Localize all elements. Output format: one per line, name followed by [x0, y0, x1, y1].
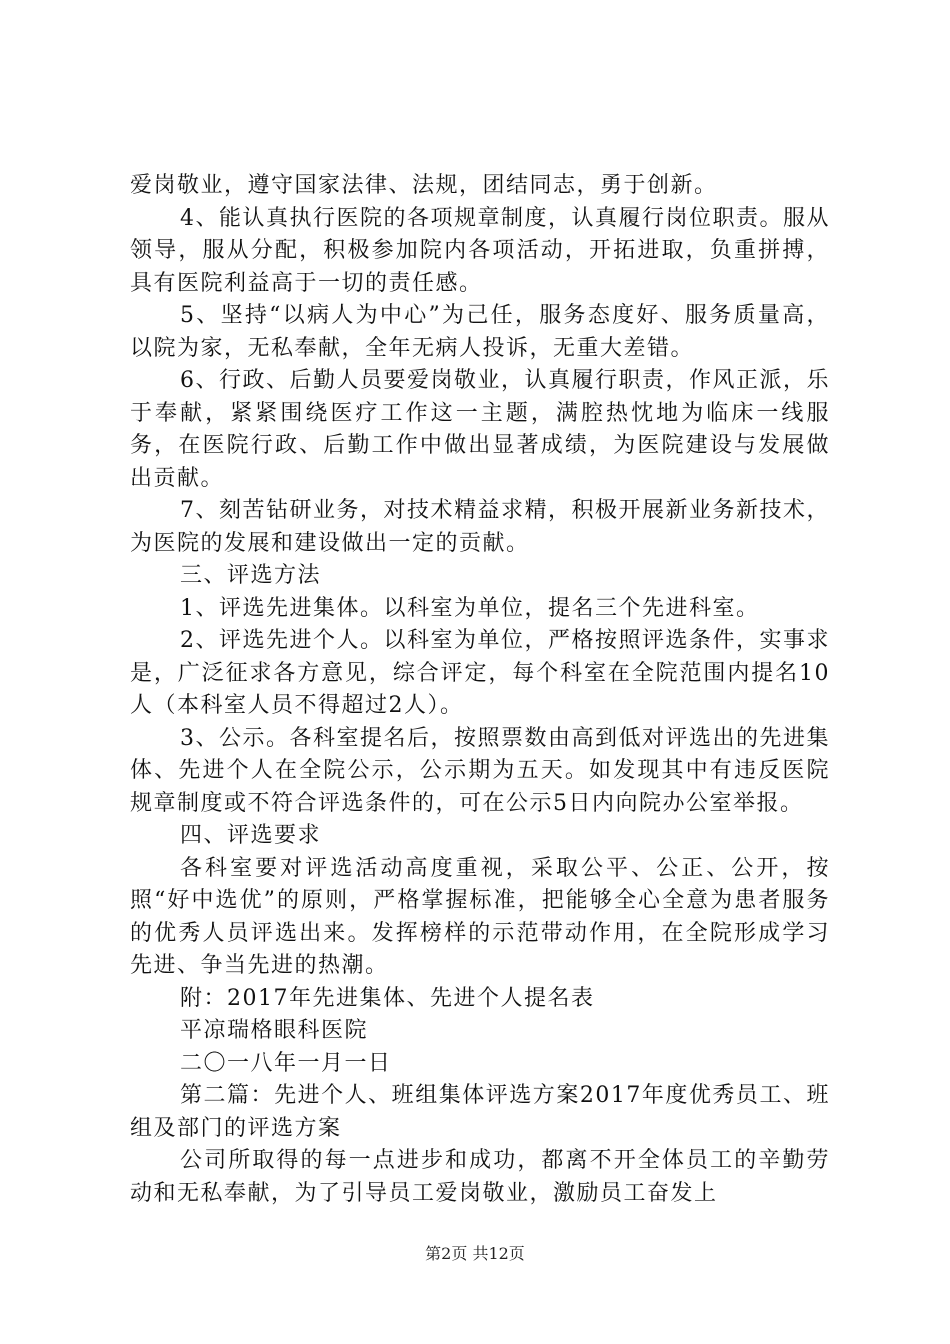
paragraph: 各科室要对评选活动高度重视，采取公平、公正、公开，按照“好中选优”的原则，严格掌握标准，把能够全心全意为患者服务的优秀人员评选出来。发挥榜样的示范带动作用，在全院形成学习先进、争当先进的热潮。: [130, 855, 830, 978]
page-footer: [0, 1241, 950, 1264]
page-number-label: 第2页 共12页: [425, 1244, 525, 1263]
paragraph: 平凉瑞格眼科医院: [180, 1018, 369, 1043]
paragraph: 爱岗敬业，遵守国家法律、法规，团结同志，勇于创新。: [130, 173, 718, 198]
paragraph: 二〇一八年一月一日: [180, 1050, 392, 1076]
paragraph: 5、坚持“以病人为中心”为己任，服务态度好、服务质量高，以院为家，无私奉献，全年无病人投诉，无重大差错。: [130, 303, 830, 361]
paragraph: 三、评选方法: [180, 563, 322, 588]
paragraph: 1、评选先进集体。以科室为单位，提名三个先进科室。: [180, 595, 760, 621]
paragraph: 6、行政、后勤人员要爱岗敬业，认真履行职责，作风正派，乐于奉献，紧紧围绕医疗工作这一主题，满腔热忱地为临床一线服务，在医院行政、后勤工作中做出显著成绩，为医院建设与发展做出贡献。: [130, 368, 830, 491]
paragraph: 4、能认真执行医院的各项规章制度，认真履行岗位职责。服从领导，服从分配，积极参加院内各项活动，开拓进取，负重拼搏，具有医院利益高于一切的责任感。: [130, 205, 830, 296]
paragraph: 公司所取得的每一点进步和成功，都离不开全体员工的辛勤劳动和无私奉献，为了引导员工爱岗敬业，激励员工奋发上: [130, 1148, 830, 1206]
paragraph: 附：2017年先进集体、先进个人提名表: [180, 985, 595, 1011]
document-body: [130, 170, 830, 1210]
paragraph: 第二篇：先进个人、班组集体评选方案2017年度优秀员工、班组及部门的评选方案: [130, 1083, 830, 1141]
paragraph: 7、刻苦钻研业务，对技术精益求精，积极开展新业务新技术，为医院的发展和建设做出一定的贡献。: [130, 498, 830, 556]
paragraph: 2、评选先进个人。以科室为单位，严格按照评选条件，实事求是，广泛征求各方意见，综合评定，每个科室在全院范围内提名10人（本科室人员不得超过2人）。: [130, 628, 830, 718]
paragraph: 3、公示。各科室提名后，按照票数由高到低对评选出的先进集体、先进个人在全院公示，公示期为五天。如发现其中有违反医院规章制度或不符合评选条件的，可在公示5日内向院办公室举报。: [130, 725, 830, 816]
paragraph: 四、评选要求: [180, 823, 322, 848]
